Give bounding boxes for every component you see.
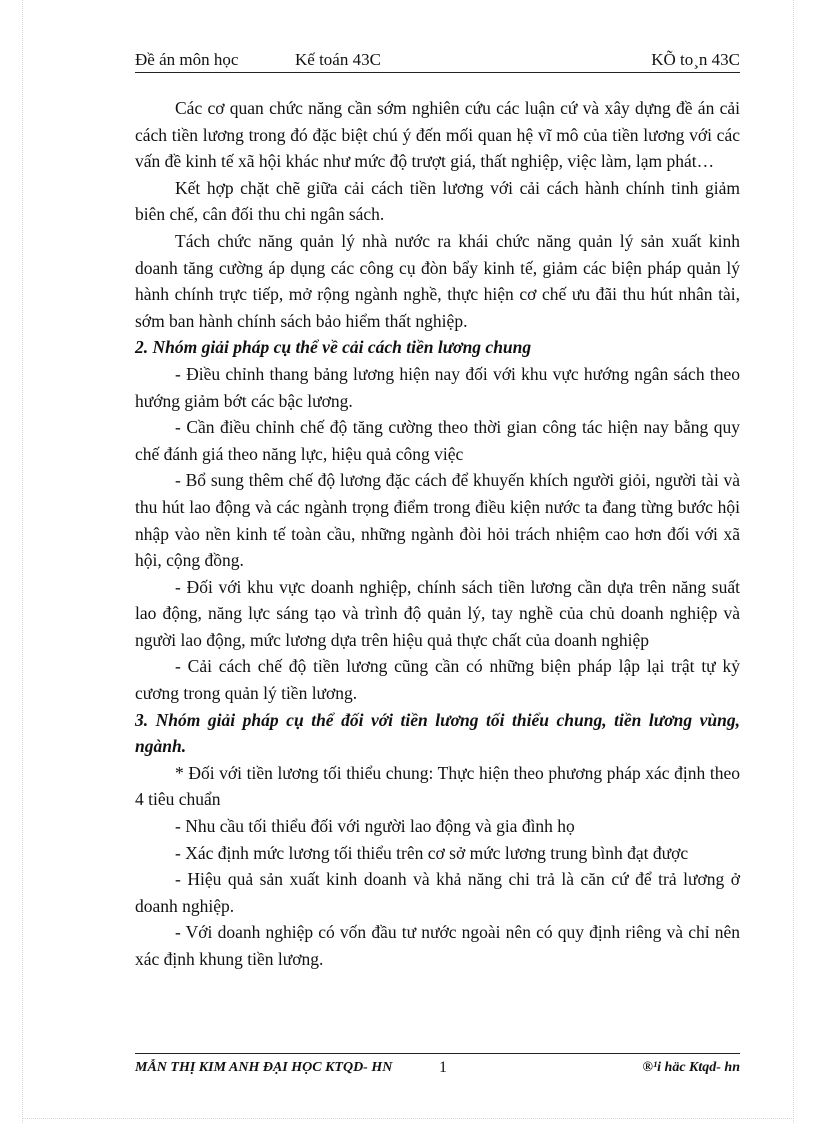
paragraph: - Nhu cầu tối thiểu đối với người lao động và gia đình họ	[175, 816, 575, 837]
paragraph: * Đối với tiền lương tối thiểu chung: Thực hiện theo phương pháp xác định theo 4 tiêu chuẩn	[135, 762, 740, 810]
paragraph: - Cần điều chỉnh chế độ tăng cường theo thời gian công tác hiện nay bằng quy chế đánh giá theo năng lực, hiệu quả công việc	[135, 417, 740, 464]
paragraph: - Với doanh nghiệp có vốn đầu tư nước ngoài nên có quy định riêng và chỉ nên xác định khung tiền lương.	[135, 922, 740, 969]
header-class-code: KÕ to¸n 43C	[651, 50, 740, 69]
section-heading: 3. Nhóm giải pháp cụ thể đối với tiền lương tối thiểu chung, tiền lương vùng, ngành.	[135, 709, 740, 757]
document-body	[135, 95, 740, 973]
paragraph: - Cải cách chế độ tiền lương cũng cần có những biện pháp lập lại trật tự kỷ cương trong quản lý tiền lương.	[135, 656, 740, 704]
page-frame-bottom	[22, 1118, 794, 1119]
page-header	[135, 48, 740, 73]
paragraph: - Đối với khu vực doanh nghiệp, chính sách tiền lương cần dựa trên năng suất lao động, năng lực sáng tạo và trình độ quản lý, tay nghề của chủ doanh nghiệp và người lao động, mức lương dựa trên hiệu quả thực chất của doanh nghiệp	[135, 576, 740, 650]
paragraph: Tách chức năng quản lý nhà nước ra khái chức năng quản lý sản xuất kinh doanh tăng cường áp dụng các công cụ đòn bẩy kinh tế, giảm các biện pháp quản lý hành chính trực tiếp, mở rộng ngành nghề, thực hiện cơ chế ưu đãi thu hút nhân tài, sớm ban hành chính sách bảo hiểm thất nghiệp.	[135, 230, 740, 331]
paragraph: Kết hợp chặt chẽ giữa cải cách tiền lương với cải cách hành chính tinh giảm biên chế, cân đối thu chi ngân sách.	[135, 177, 740, 225]
paragraph: - Xác định mức lương tối thiểu trên cơ sở mức lương trung bình đạt được	[175, 842, 689, 863]
header-course-title: Đề án môn học	[135, 50, 239, 69]
footer-university: ®¹i häc Ktqd- hn	[642, 1060, 740, 1075]
paragraph: Các cơ quan chức năng cần sớm nghiên cứu các luận cứ và xây dựng đề án cải cách tiền lương trong đó đặc biệt chú ý đến mối quan hệ vĩ mô của tiền lương với các vấn đề kinh tế xã hội khác như mức độ trượt giá, thất nghiệp, việc làm, lạm phát…	[135, 98, 740, 172]
paragraph: - Bổ sung thêm chế độ lương đặc cách để khuyến khích người giỏi, người tài và thu hút lao động và các ngành trọng điểm trong điều kiện nước ta đang từng bước hội nhập vào nền kinh tế toàn cầu, những ngành đòi hỏi trách nhiệm cao hơn đối với xã hội, cộng đồng.	[135, 470, 740, 571]
page-footer	[135, 1053, 740, 1081]
header-class-name: Kế toán 43C	[295, 50, 381, 69]
section-heading: 2. Nhóm giải pháp cụ thể về cải cách tiền lương chung	[135, 337, 532, 358]
paragraph: - Điều chỉnh thang bảng lương hiện nay đối với khu vực hướng ngân sách theo hướng giảm bớt các bậc lương.	[135, 363, 740, 411]
paragraph: - Hiệu quả sản xuất kinh doanh và khả năng chi trả là căn cứ để trả lương ở doanh nghiệp.	[135, 869, 740, 916]
footer-author: MẪN THỊ KIM ANH ĐẠI HỌC KTQD- HN	[135, 1060, 393, 1075]
page-number: 1	[439, 1059, 447, 1076]
